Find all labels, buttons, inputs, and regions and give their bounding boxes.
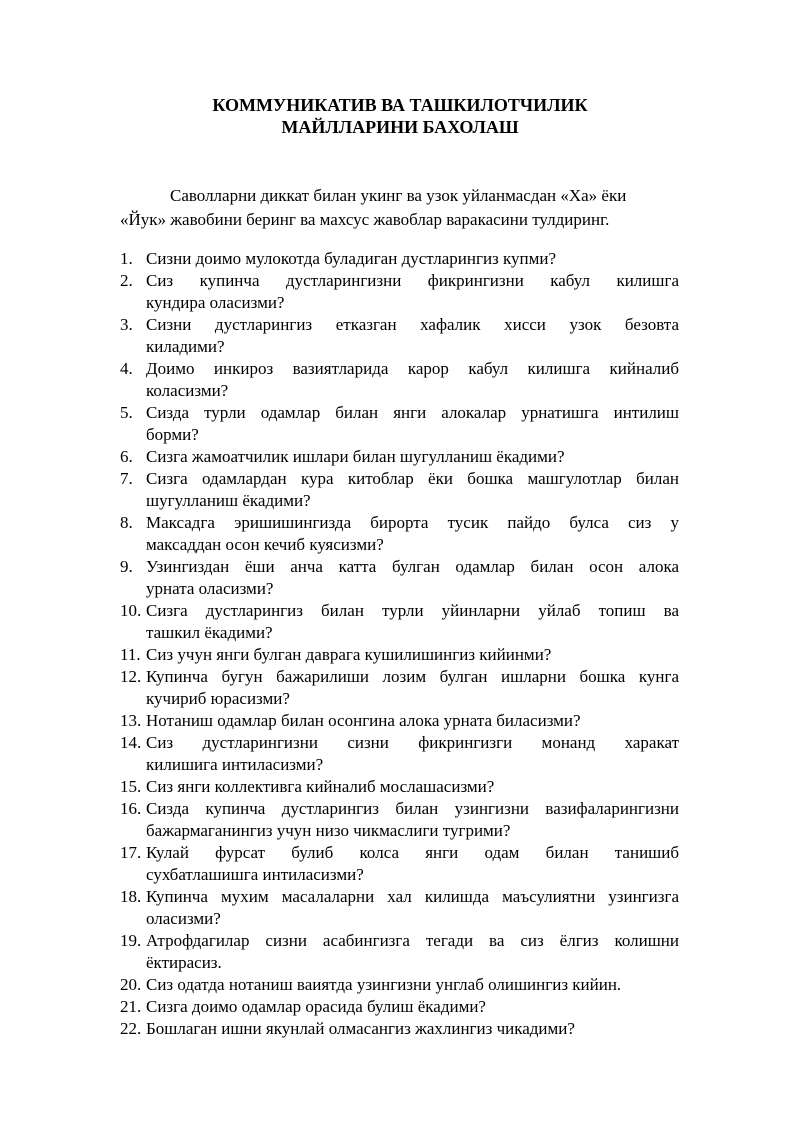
question-text-line: урната оласизми? (146, 579, 274, 598)
question-item (120, 732, 679, 776)
question-text-line: Сизни дустларингиз етказган хафалик хисси узок безовта (146, 315, 679, 334)
question-text-line: Купинча мухим масалаларни хал килишда маъсулиятни узингизга (146, 887, 679, 906)
question-text-line: Максадга эришишингизда бирорта тусик пайдо булса сиз у (146, 513, 679, 532)
question-number: 7. (120, 469, 133, 488)
question-text-line: Купинча бугун бажарилиши лозим булган ишларни бошка кунга (146, 667, 679, 686)
question-item (120, 358, 679, 402)
question-text-line: кундира оласизми? (146, 293, 285, 312)
question-item (120, 600, 679, 644)
question-text-line: киладими? (146, 337, 225, 356)
question-text-line: Сиз одатда нотаниш ваиятда узингизни унглаб олишингиз кийин. (146, 975, 622, 994)
question-text-line: Сиз янги коллективга кийналиб мослашасизми? (146, 777, 495, 796)
question-number: 16. (120, 799, 142, 818)
question-text-line: максаддан осон кечиб куясизми? (146, 535, 384, 554)
question-list (120, 248, 679, 1040)
question-item (120, 468, 679, 512)
question-text-line: сухбатлашишга интиласизми? (146, 865, 364, 884)
question-number: 10. (120, 601, 142, 620)
question-item (120, 644, 679, 666)
question-item (120, 270, 679, 314)
question-text-line: Сизга дустларингиз билан турли уйинларни уйлаб топиш ва (146, 601, 679, 620)
question-text-line: Доимо инкироз вазиятларида карор кабул килишга кийналиб (146, 359, 679, 378)
question-number: 13. (120, 711, 142, 730)
question-number: 6. (120, 447, 133, 466)
question-item (120, 974, 679, 996)
question-number: 2. (120, 271, 133, 290)
question-text-line: Сиз учун янги булган даврага кушилишингиз кийинми? (146, 645, 552, 664)
question-text-line: Нотаниш одамлар билан осонгина алока урната биласизми? (146, 711, 581, 730)
question-text-line: ташкил ёкадими? (146, 623, 273, 642)
instructions-line-1: Саволларни диккат билан укинг ва узок уйланмасдан «Ха» ёки (170, 186, 627, 205)
question-text-line: Сизда купинча дустларингиз билан узингизни вазифаларингизни (146, 799, 679, 818)
question-item (120, 930, 679, 974)
question-text-line: Узингиздан ёши анча катта булган одамлар билан осон алока (146, 557, 679, 576)
question-number: 3. (120, 315, 133, 334)
question-item (120, 248, 679, 270)
instructions-paragraph (120, 184, 679, 232)
title-line-2: МАЙЛЛАРИНИ БАХОЛАШ (281, 117, 519, 137)
question-item (120, 996, 679, 1018)
question-text-line: Сизни доимо мулокотда буладиган дустларингиз купми? (146, 249, 557, 268)
question-text-line: Сизга жамоатчилик ишлари билан шугулланиш ёкадими? (146, 447, 565, 466)
question-number: 11. (120, 645, 141, 664)
question-number: 17. (120, 843, 142, 862)
question-number: 18. (120, 887, 142, 906)
question-text-line: Сизга доимо одамлар орасида булиш ёкадими? (146, 997, 486, 1016)
question-text-line: килишига интиласизми? (146, 755, 324, 774)
question-text-line: оласизми? (146, 909, 221, 928)
question-text-line: бажармаганингиз учун низо чикмаслиги тугрими? (146, 821, 511, 840)
question-text-line: Кулай фурсат булиб колса янги одам билан танишиб (146, 843, 679, 862)
question-text-line: Сиз дустларингизни сизни фикрингизги монанд харакат (146, 733, 679, 752)
question-number: 22. (120, 1019, 142, 1038)
question-text-line: Сиз купинча дустларингизни фикрингизни кабул килишга (146, 271, 679, 290)
question-text-line: Атрофдагилар сизни асабингизга тегади ва сиз ёлгиз колишни (146, 931, 679, 950)
question-number: 12. (120, 667, 142, 686)
document-title (0, 94, 800, 138)
question-number: 8. (120, 513, 133, 532)
question-text-line: Бошлаган ишни якунлай олмасангиз жахлингиз чикадими? (146, 1019, 575, 1038)
question-item (120, 556, 679, 600)
question-item (120, 666, 679, 710)
question-number: 20. (120, 975, 142, 994)
question-number: 15. (120, 777, 142, 796)
question-number: 4. (120, 359, 133, 378)
question-number: 1. (120, 249, 133, 268)
question-item (120, 512, 679, 556)
question-item (120, 1018, 679, 1040)
question-item (120, 710, 679, 732)
question-item (120, 842, 679, 886)
question-number: 9. (120, 557, 133, 576)
question-number: 5. (120, 403, 133, 422)
title-line-1: КОММУНИКАТИВ ВА ТАШКИЛОТЧИЛИК (212, 95, 588, 115)
instructions-line-2: «Йук» жавобини беринг ва махсус жавоблар варакасини тулдиринг. (120, 210, 610, 229)
question-text-line: борми? (146, 425, 199, 444)
question-text-line: коласизми? (146, 381, 229, 400)
question-item (120, 798, 679, 842)
question-text-line: Сизда турли одамлар билан янги алокалар урнатишга интилиш (146, 403, 679, 422)
question-number: 21. (120, 997, 142, 1016)
question-number: 14. (120, 733, 142, 752)
question-number: 19. (120, 931, 142, 950)
question-text-line: шугулланиш ёкадими? (146, 491, 311, 510)
question-text-line: ёктирасиз. (146, 953, 222, 972)
question-item (120, 314, 679, 358)
question-item (120, 776, 679, 798)
question-item (120, 446, 679, 468)
question-text-line: кучириб юрасизми? (146, 689, 290, 708)
question-text-line: Сизга одамлардан кура китоблар ёки бошка машгулотлар билан (146, 469, 679, 488)
question-item (120, 402, 679, 446)
question-item (120, 886, 679, 930)
